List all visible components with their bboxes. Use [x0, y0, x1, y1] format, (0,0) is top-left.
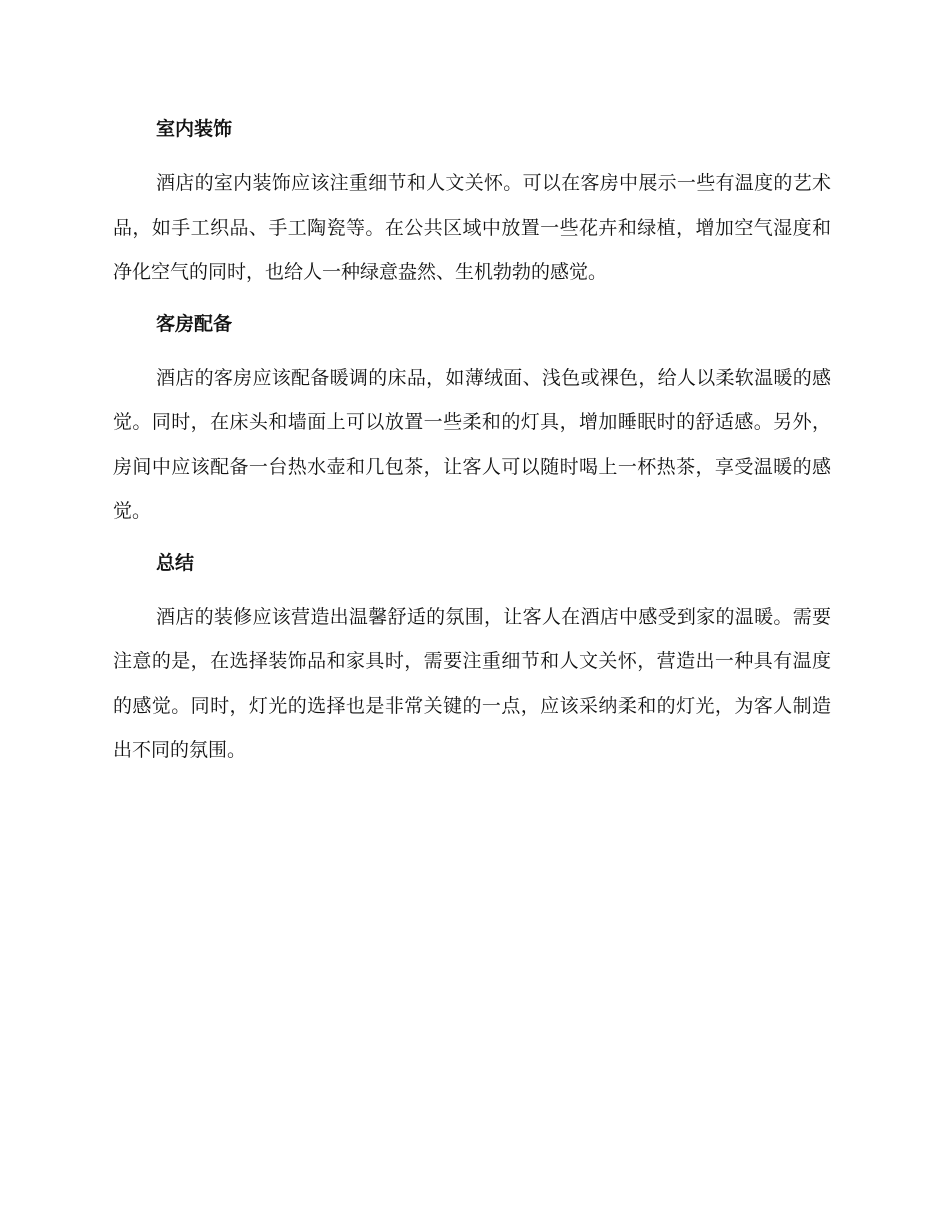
- section-paragraph-interior-decoration: 酒店的室内装饰应该注重细节和人文关怀。可以在客房中展示一些有温度的艺术品，如手工织品、手工陶瓷等。在公共区域中放置一些花卉和绿植，增加空气湿度和净化空气的同时，也给人一种绿意盎然、生机勃勃的感觉。: [113, 172, 831, 283]
- document-page: [113, 111, 831, 784]
- section-paragraph-room-amenities: 酒店的客房应该配备暖调的床品，如薄绒面、浅色或裸色，给人以柔软温暖的感觉。同时，在床头和墙面上可以放置一些柔和的灯具，增加睡眠时的舒适感。另外，房间中应该配备一台热水壶和几包茶，让客人可以随时喝上一杯热茶，享受温暖的感觉。: [113, 366, 831, 522]
- section-heading-room-amenities: 客房配备: [156, 312, 233, 335]
- section-heading-summary: 总结: [156, 551, 195, 574]
- section-heading-interior-decoration: 室内装饰: [156, 118, 233, 140]
- section-paragraph-summary: 酒店的装修应该营造出温馨舒适的氛围，让客人在酒店中感受到家的温暖。需要注意的是，在选择装饰品和家具时，需要注重细节和人文关怀，营造出一种具有温度的感觉。同时，灯光的选择也是非常关键的一点，应该采纳柔和的灯光，为客人制造出不同的氛围。: [113, 605, 831, 761]
